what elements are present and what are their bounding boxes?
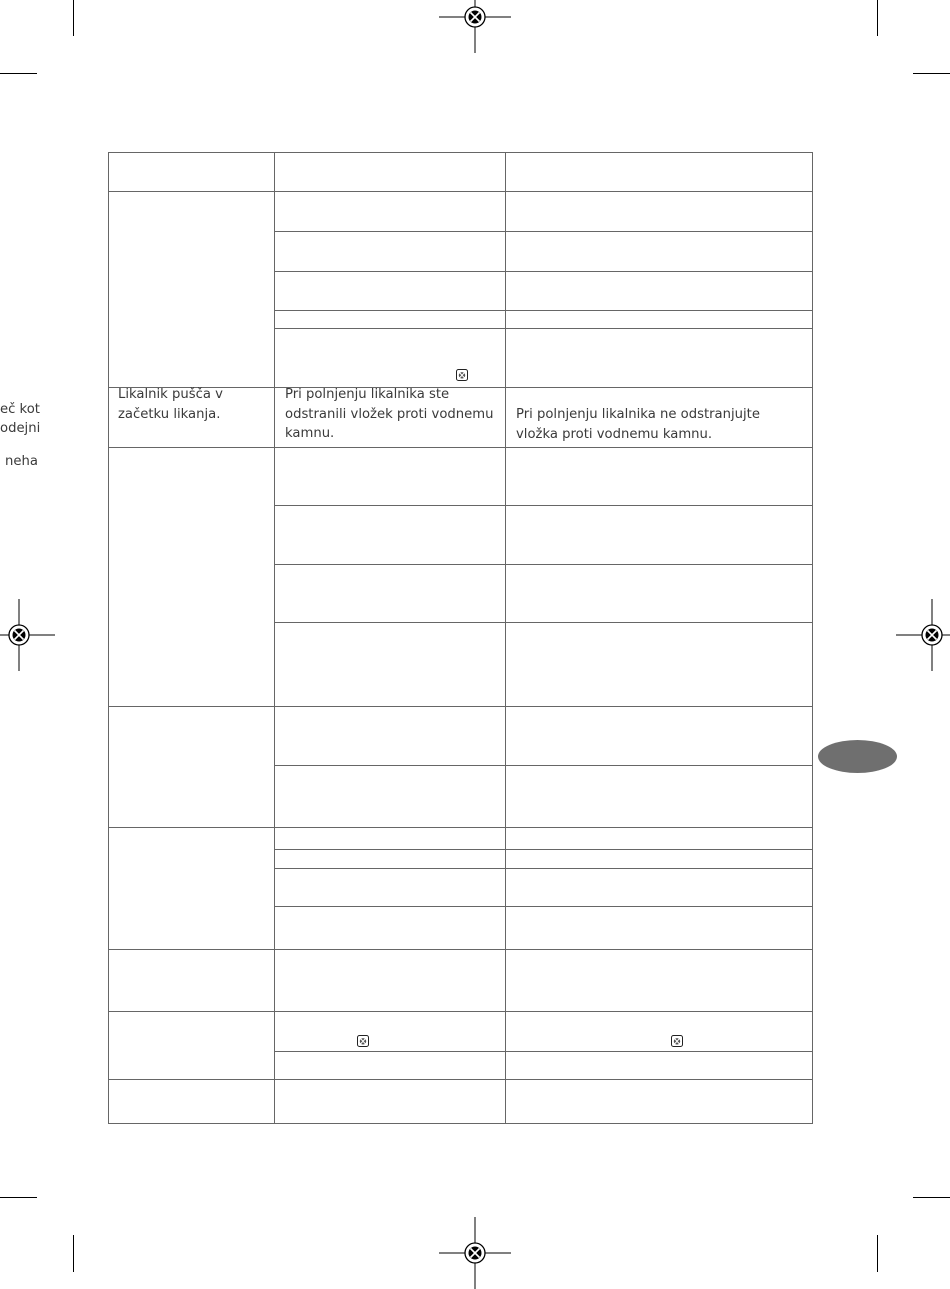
margin-fragment-1: eč kot — [0, 402, 40, 417]
cause-cell-text: Pri polnjenju likalnika ste odstranili vložek proti vodnemu kamnu. — [285, 387, 494, 441]
registration-mark-bottom-icon — [439, 1217, 511, 1289]
crop-mark-top-right-h — [913, 73, 950, 74]
registration-mark-left-icon — [0, 599, 55, 671]
crop-mark-top-left-v — [73, 0, 74, 36]
section-tab-badge — [818, 740, 897, 773]
problem-cell-text: Likalnik pušča v začetku likanja. — [118, 387, 223, 422]
solution-cell-text: Pri polnjenju likalnika ne odstranjujte vložka proti vodnemu kamnu. — [516, 407, 760, 442]
crop-mark-bottom-left-v — [73, 1235, 74, 1272]
registration-mark-top-icon — [439, 0, 511, 53]
troubleshooting-table-grid — [108, 152, 813, 1124]
crop-mark-top-right-v — [877, 0, 878, 36]
margin-fragment-2: odejni — [0, 421, 41, 436]
anti-calc-icon — [456, 369, 468, 381]
anti-calc-icon — [357, 1035, 369, 1047]
anti-calc-icon — [671, 1035, 683, 1047]
crop-mark-top-left-h — [0, 73, 37, 74]
crop-mark-bottom-left-h — [0, 1197, 37, 1198]
margin-fragment-3: neha — [5, 454, 38, 469]
registration-mark-right-icon — [896, 599, 950, 671]
crop-mark-bottom-right-v — [877, 1235, 878, 1272]
crop-mark-bottom-right-h — [913, 1197, 950, 1198]
